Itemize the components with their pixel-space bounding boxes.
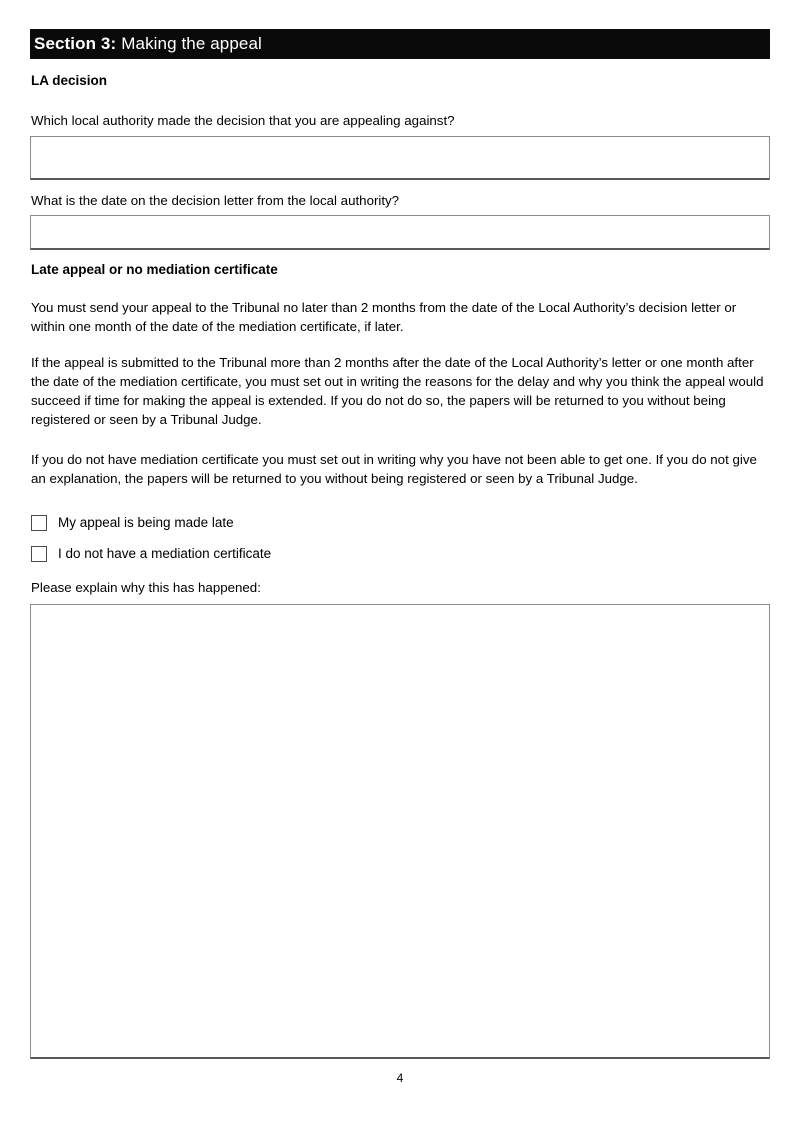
no-certificate-checkbox[interactable]	[31, 546, 47, 562]
authority-field[interactable]	[30, 136, 770, 180]
section-header-title: Making the appeal	[121, 34, 262, 53]
explain-label: Please explain why this has happened:	[31, 580, 261, 595]
no-certificate-checkbox-row	[31, 545, 271, 562]
decision-date-field[interactable]	[30, 215, 770, 250]
late-appeal-checkbox-row	[31, 514, 234, 531]
page-number: 4	[396, 1071, 404, 1085]
section-header	[30, 29, 770, 59]
la-decision-heading: LA decision	[31, 73, 108, 88]
late-appeal-para-2: If the appeal is submitted to the Tribunal more than 2 months after the date of the Local Authority’s letter or one month after the date of the mediation certificate, you must set out in writing the reasons for the delay and why you think the appeal would succeed if time for making the appeal is extended. If you do not do so, the papers will be returned to you without being registered or seen by a Tribunal Judge.	[31, 355, 764, 427]
late-appeal-checkbox-label: My appeal is being made late	[58, 515, 234, 530]
late-appeal-heading: Late appeal or no mediation certificate	[31, 262, 278, 277]
authority-question-label: Which local authority made the decision that you are appealing against?	[31, 113, 455, 128]
section-header-prefix: Section 3:	[34, 34, 117, 53]
no-certificate-checkbox-label: I do not have a mediation certificate	[58, 546, 272, 561]
late-appeal-para-1: You must send your appeal to the Tribunal no later than 2 months from the date of the Local Authority’s decision letter or within one month of the date of the mediation certificate, if later.	[31, 300, 737, 334]
late-appeal-checkbox[interactable]	[31, 515, 47, 531]
explain-field[interactable]	[30, 604, 770, 1059]
date-question-label: What is the date on the decision letter from the local authority?	[31, 193, 400, 208]
late-appeal-para-3: If you do not have mediation certificate you must set out in writing why you have not been able to get one. If you do not give an explanation, the papers will be returned to you without being registered or seen by a Tribunal Judge.	[31, 452, 757, 486]
